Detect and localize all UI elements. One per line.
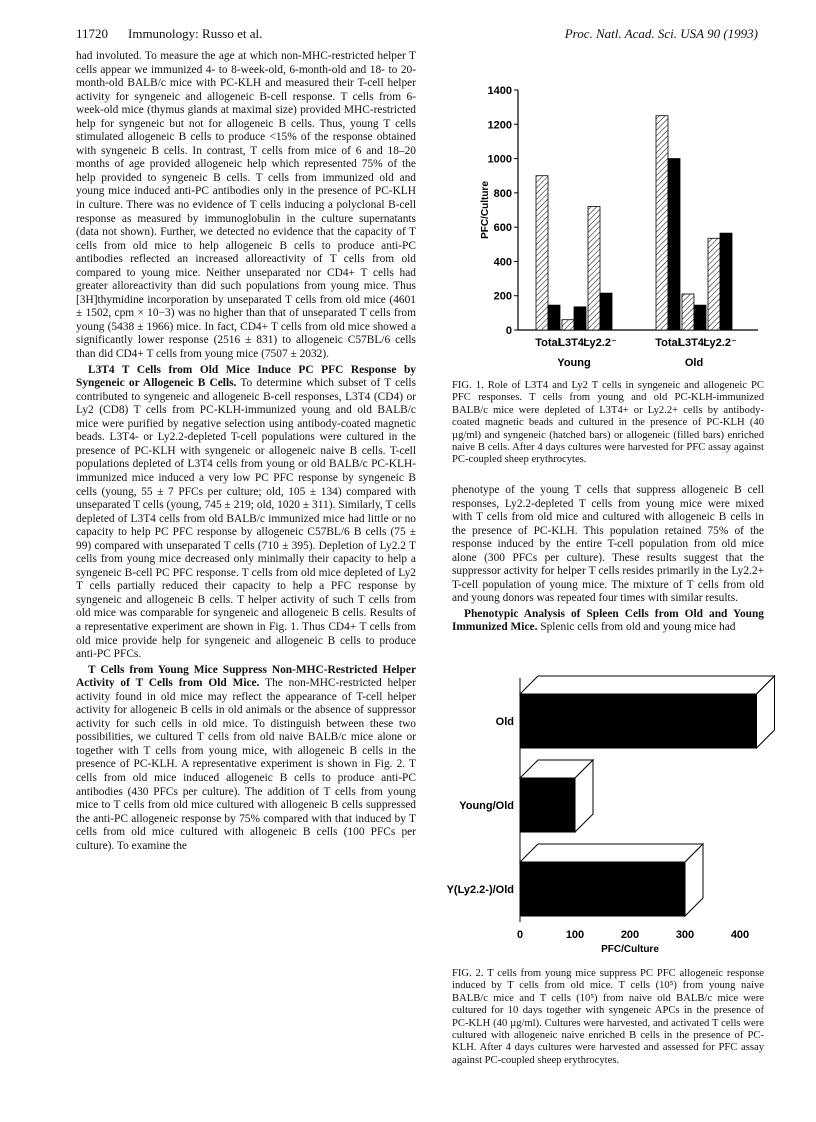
bar-hatched [562,320,574,330]
y-tick-label: 1400 [487,85,512,97]
bar-filled [574,307,586,330]
x-tick-label: L3T4⁻ [678,337,710,349]
right-column [452,484,764,635]
section-paragraph [76,664,416,854]
category-label: Young/Old [459,800,514,812]
y-tick-label: 200 [493,290,512,303]
bar [520,778,575,832]
y-tick-label: 0 [505,325,512,337]
x-tick-label: 0 [516,929,524,941]
x-tick-label: Ly2.2⁻ [703,337,737,349]
section-paragraph [452,608,764,635]
y-tick-label: 1000 [487,153,512,166]
x-tick-label: Ly2.2⁻ [583,337,617,349]
section-heading: T Cells from Young Mice Suppress Non-MHC-Restricted Helper Activity of T Cells from Old Mice. [76,663,416,690]
bar-filled [694,305,706,330]
x-tick-label: 200 [620,929,640,941]
section-body: Splenic cells from old and young mice had [540,621,736,634]
bar [520,694,757,748]
running-title: Immunology: Russo et al. [128,26,263,41]
bar-filled [668,159,680,330]
y-tick-label: 800 [493,187,512,200]
bar-hatched [708,238,720,330]
x-tick-label: 400 [730,929,750,941]
bar-filled [600,293,612,330]
x-tick-label: Total [535,337,561,349]
x-tick-label: L3T4⁻ [558,337,590,349]
x-axis-label: PFC/Culture [601,944,659,955]
bar-filled [720,233,732,330]
x-tick-label: 100 [565,929,585,941]
section-heading: L3T4 T Cells from Old Mice Induce PC PFC Response by Syngeneic or Allogeneic B Cells. [76,363,416,390]
bar-hatched [682,294,694,330]
figure-2-chart [440,670,780,960]
section-body: To determine which subset of T cells contributed to syngeneic and allogeneic B-cell responses, L3T4 (CD4) or Ly2 (CD8) T cells from PC-KLH-immunized young and old BALB/c mice were purified by negative selection using antibody-coated magnetic beads. L3T4- or Ly2.2-depleted T-cell populations were cultured in the presence of PC-KLH with syngeneic or allogeneic naive B cells. T-cell populations depleted of L3T4 cells from young or old BALB/c PC-KLH-immunized mice induced a very low PC PFC response by syngeneic B cells (young, 55 ± 7 PFCs per culture; old, 105 ± 134) compared with unseparated T cells (young, 745 ± 219; old, 1020 ± 311). Similarly, T cells depleted of L3T4 cells from old BALB/c immunized mice had little or no capacity to help PC PFC response by allogeneic C57BL/6 B cells (75 ± 99) compared with unseparated T cells (710 ± 395). Depletion of Ly2.2 T cells from young mice decreased only minimally their capacity to help a syngeneic B-cell PC PFC response. T cells from old mice depleted of Ly2 T cells partially reduced their capacity to help a PFC response by syngeneic and allogeneic B cells. T helper activity of such T cells from old mice was comparable for syngeneic and allogeneic B cells. Results of a representative experiment are shown in Fig. 1. Thus CD4+ T cells from old mice provide help for syngeneic and allogeneic B cells to produce anti-PC PFCs. [76,377,416,661]
section-body: The non-MHC-restricted helper activity found in old mice may reflect the appearance of T-cell helper activity for allogeneic B cells in old animals or the absence of suppressor activity for such cells in old mice. To distinguish between these two possibilities, we cultured T cells from old naive BALB/c mice alone or together with T cells from young mice, with allogeneic B cells in the presence of PC-KLH. A representative experiment is shown in Fig. 2. T cells from old mice induced allogeneic B cells to produce anti-PC antibodies (430 PFCs per culture). The addition of T cells from young mice to T cells from old mice cultured with allogeneic B cells suppressed the anti-PC allogeneic response by 75% compared with that induced by T cells from old mice cultured with allogeneic B cells (100 PFCs per culture). To examine the [76,677,416,852]
y-tick-label: 1200 [487,119,512,132]
bar-top-face [520,676,775,694]
section-paragraph [76,364,416,662]
body-paragraph: phenotype of the young T cells that suppress allogeneic B cell responses, Ly2.2-depleted T cells from young mice were mixed with T cells from old mice and cultured with allogeneic B cells in the presence of PC-KLH. This population retained 75% of the response induced by the entire T-cell population from old mice alone (300 PFCs per culture). These results suggest that the suppressor activity for helper T cells resides primarily in the Ly2.2+ T-cell population of young mice. The mixture of T cells from old and young donors was repeated four times with similar results. [452,484,764,605]
x-tick-label: 300 [675,929,695,941]
figure-1-caption: FIG. 1. Role of L3T4 and Ly2 T cells in syngeneic and allogeneic PC PFC responses. T cells from young and old PC-KLH-immunized BALB/c mice were depleted of L3T4+ or Ly2.2+ cells by antibody-coated magnetic beads and cultured in the presence of PC-KLH (40 µg/ml) and syngeneic (hatched bars) or allogeneic (filled bars) enriched naive B cells. After 4 days cultures were harvested for PFC assay against PC-coupled sheep erythrocytes. [452,380,764,466]
bar-hatched [536,176,548,330]
y-axis-label: PFC/Culture [480,181,491,239]
journal-citation: Proc. Natl. Acad. Sci. USA 90 (1993) [564,26,758,41]
y-tick-label: 600 [493,222,512,235]
bar-hatched [588,207,600,330]
category-label: Y(Ly2.2-)/Old [446,884,514,896]
left-column [76,50,416,853]
group-label: Old [684,357,704,369]
group-label: Young [557,357,591,369]
figure-2-caption: FIG. 2. T cells from young mice suppress PC PFC allogeneic response induced by T cells from old mice. T cells (10⁵) from young naive BALB/c mice and T cells (10⁵) from naive old BALB/c mice were cultured for 10 days together with syngeneic APCs in the presence of PC-KLH (40 µg/ml). Cultures were harvested, and activated T cells were cultured with allogeneic naive enriched B cells in the presence of PC-KLH. After 4 days cultures were harvested and assessed for PFC assay against PC-coupled sheep erythrocytes. [452,968,764,1066]
category-label: Old [495,716,514,728]
y-tick-label: 400 [493,256,512,269]
bar-hatched [656,116,668,330]
figure-1-chart [448,78,770,378]
bar-filled [548,305,560,330]
page-number: 11720 [76,26,109,41]
bar-top-face [520,844,703,862]
section-heading: Phenotypic Analysis of Spleen Cells from Old and Young Immunized Mice. [452,607,764,634]
bar [520,862,685,916]
x-tick-label: Total [655,337,681,349]
body-paragraph: had involuted. To measure the age at which non-MHC-restricted helper T cells appear we immunized 4- to 8-week-old, 6-month-old and 18- to 20-month-old BALB/c mice with PC-KLH and measured their T-cell helper activity for syngeneic and allogeneic B-cell response. T cells from 6-week-old mice (thymus glands at maximal size) provided MHC-restricted help for syngeneic but not for allogeneic B cells. Thus, young T cells stimulated allogeneic B cells to produce <15% of the response obtained with syngeneic B cells. In contrast, T cells from mice of 6 and 18–20 months of age provided allogeneic help which represented 75% of the help provided to syngeneic B cells. T cells from immunized old and young mice induced anti-PC antibodies only in the presence of PC-KLH in culture. There was no evidence of T cells inducing a polyclonal B-cell response as measured by immunoglobulin in the culture supernatants (data not shown). Further, we detected no evidence that the capacity of T cells from old mice to help allogeneic B cells to produce anti-PC antibodies reflected an increased alloreactivity of T cells from old compared to young mice. Neither unseparated nor CD4+ T cells had greater alloreactivity than did such populations from young mice. Thus [3H]thymidine incorporation by unseparated T cells from old mice (4601 ± 1502, cpm × 10−3) was no higher than that of unseparated T cells from young (5438 ± 1966) mice. In fact, CD4+ T cells from old mice showed a significantly lower response (2516 ± 831) to allogeneic C57BL/6 cells than did CD4+ T cells from young mice (7507 ± 2032). [76,50,416,361]
